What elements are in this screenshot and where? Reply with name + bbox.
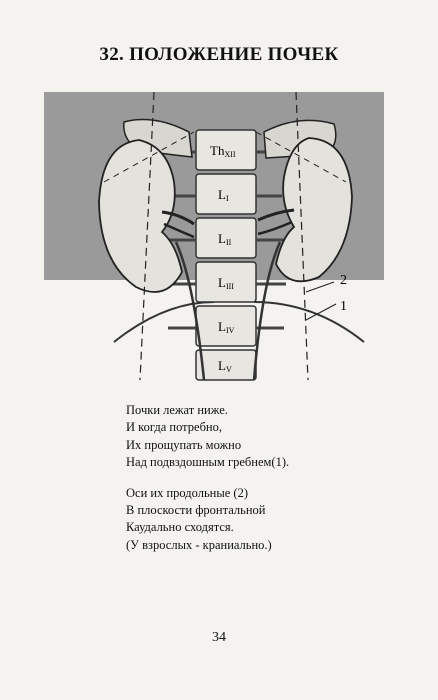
poem-line: (У взрослых - краниально.) — [126, 537, 272, 552]
poem — [126, 402, 386, 567]
vertebra-label: LIV — [218, 319, 235, 335]
callout-2: 2 — [340, 273, 347, 288]
poem-line: Почки лежат ниже. — [126, 403, 228, 417]
kidney-position-figure — [44, 92, 400, 382]
vertebra-label: LIII — [218, 275, 234, 291]
poem-stanza — [126, 402, 386, 472]
callout-1: 1 — [340, 299, 347, 314]
poem-line: Оси их продольные (2) — [126, 485, 249, 500]
poem-line: И когда потребно, — [126, 420, 222, 435]
poem-line: В плоскости фронтальной — [126, 503, 266, 518]
poem-stanza — [126, 485, 386, 555]
poem-line: Их прощупать можно — [126, 437, 242, 452]
vertebra-label: LI — [218, 187, 229, 203]
vertebra-label: LII — [218, 231, 232, 247]
vertebra-label: ThXII — [210, 143, 236, 159]
poem-line: Каудально сходятся. — [126, 520, 234, 535]
page-title: 32. ПОЛОЖЕНИЕ ПОЧЕК — [99, 44, 339, 65]
page-number: 34 — [212, 630, 226, 645]
poem-line: Над подвздошным гребнем(1). — [126, 455, 290, 470]
vertebra-label: LV — [218, 358, 232, 374]
